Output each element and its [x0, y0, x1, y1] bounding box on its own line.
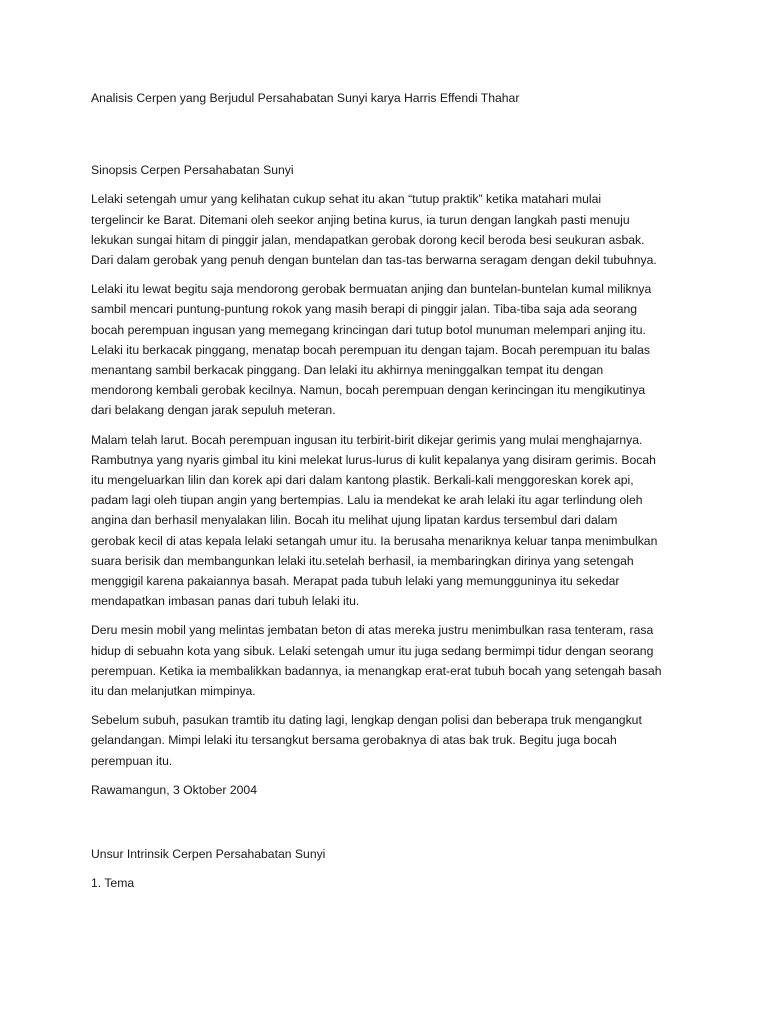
- paragraph-line: tergelincir ke Barat. Ditemani oleh seekor anjing betina kurus, ia turun dengan langkah pasti menuju: [91, 212, 630, 227]
- intrinsic-heading: Unsur Intrinsik Cerpen Persahabatan Sunyi: [91, 847, 326, 862]
- paragraph-line: Dari dalam gerobak yang penuh dengan buntelan dan tas-tas berwarna seragam dengan dekil tubuhnya.: [91, 253, 657, 268]
- paragraph-line: dari belakang dengan jarak sepuluh meteran.: [91, 403, 336, 418]
- paragraph-line: mendorong kembali gerobak kecilnya. Namun, bocah perempuan dengan kerincingan itu mengikutinya: [91, 383, 646, 398]
- paragraph-line: perempuan. Ketika ia membalikkan badannya, ia menangkap erat-erat tubuh bocah yang setengah basah: [91, 663, 662, 678]
- paragraph-line: angina dan berhasil menyalakan lilin. Bocah itu melihat ujung lipatan kardus tersembul dari dalam: [91, 513, 618, 528]
- paragraph-line: menantang sambil berkacak pinggang. Dan lelaki itu akhirnya meninggalkan tempat itu dengan: [91, 363, 604, 378]
- synopsis-heading: Sinopsis Cerpen Persahabatan Sunyi: [91, 163, 294, 178]
- document-title: Analisis Cerpen yang Berjudul Persahabatan Sunyi karya Harris Effendi Thahar: [91, 91, 520, 105]
- paragraph-line: gelandangan. Mimpi lelaki itu tersangkut bersama gerobaknya di atas bak truk. Begitu juga bocah: [91, 733, 617, 748]
- list-item-tema: 1. Tema: [91, 876, 135, 891]
- spacer: [91, 108, 691, 160]
- paragraph-5: [91, 710, 691, 771]
- place-date: Rawamangun, 3 Oktober 2004: [91, 782, 257, 797]
- paragraph-line: Lelaki setengah umur yang kelihatan cukup sehat itu akan “tutup praktik” ketika matahari mulai: [91, 192, 602, 207]
- spacer: [91, 611, 691, 620]
- paragraph-line: Rambutnya yang nyaris gimbal itu kini melekat lurus-lurus di kulit kepalanya yang disiram gerimis. Bocah: [91, 452, 656, 467]
- spacer: [91, 701, 691, 710]
- document-page: [91, 88, 691, 894]
- paragraph-line: gerobak kecil di atas kepala lelaki setangah umur itu. Ia berusaha menariknya keluar tanpa menimbulkan: [91, 533, 658, 548]
- paragraph-line: Malam telah larut. Bocah perempuan ingusan itu terbirit-birit dikejar gerimis yang mulai menghajarnya.: [91, 432, 643, 447]
- paragraph-2: [91, 279, 691, 420]
- paragraph-4: [91, 620, 691, 701]
- paragraph-line: perempuan itu.: [91, 753, 173, 768]
- paragraph-line: menggigil karena pakaiannya basah. Merapat pada tubuh lelaki yang memungguninya itu sekedar: [91, 574, 620, 589]
- spacer: [91, 270, 691, 279]
- paragraph-line: suara berisik dan membangunkan lelaki itu.setelah berhasil, ia membaringkan dirinya yang setengah: [91, 553, 634, 568]
- paragraph-line: Lelaki itu lewat begitu saja mendorong gerobak bermuatan anjing dan buntelan-buntelan kumal miliknya: [91, 282, 652, 297]
- spacer: [91, 771, 691, 780]
- spacer: [91, 421, 691, 430]
- paragraph-line: bocah perempuan ingusan yang memegang krincingan dari tutup botol munuman melempari anjing itu.: [91, 322, 646, 337]
- paragraph-line: Deru mesin mobil yang melintas jembatan beton di atas mereka justru menimbulkan rasa tenteram, rasa: [91, 623, 654, 638]
- spacer: [91, 864, 691, 873]
- paragraph-line: Lelaki itu berkacak pinggang, menatap bocah perempuan itu dengan tajam. Bocah perempuan itu balas: [91, 342, 650, 357]
- paragraph-line: sambil mencari puntung-puntung rokok yang masih berapi di pinggir jalan. Tiba-tiba saja ada seorang: [91, 302, 638, 317]
- paragraph-3: [91, 430, 691, 612]
- paragraph-line: itu mengeluarkan lilin dan korek api dari dalam kantong plastik. Berkali-kali menggoreskan korek api,: [91, 473, 634, 488]
- paragraph-line: mendapatkan imbasan panas dari tubuh lelaki itu.: [91, 594, 360, 609]
- paragraph-line: padam lagi oleh tiupan angin yang bertempias. Lalu ia mendekat ke arah lelaki itu agar terlindung oleh: [91, 493, 643, 508]
- paragraph-line: hidup di sebuahn kota yang sibuk. Lelaki setengah umur itu juga sedang bermimpi tidur dengan seorang: [91, 643, 654, 658]
- paragraph-line: Sebelum subuh, pasukan tramtib itu dating lagi, lengkap dengan polisi dan beberapa truk mengangkut: [91, 713, 642, 728]
- spacer: [91, 800, 691, 844]
- paragraph-line: lekukan sungai hitam di pinggir jalan, mendapatkan gerobak dorong kecil beroda besi seukuran asbak.: [91, 232, 645, 247]
- paragraph-line: itu dan melanjutkan mimpinya.: [91, 684, 256, 699]
- spacer: [91, 180, 691, 189]
- paragraph-1: [91, 189, 691, 270]
